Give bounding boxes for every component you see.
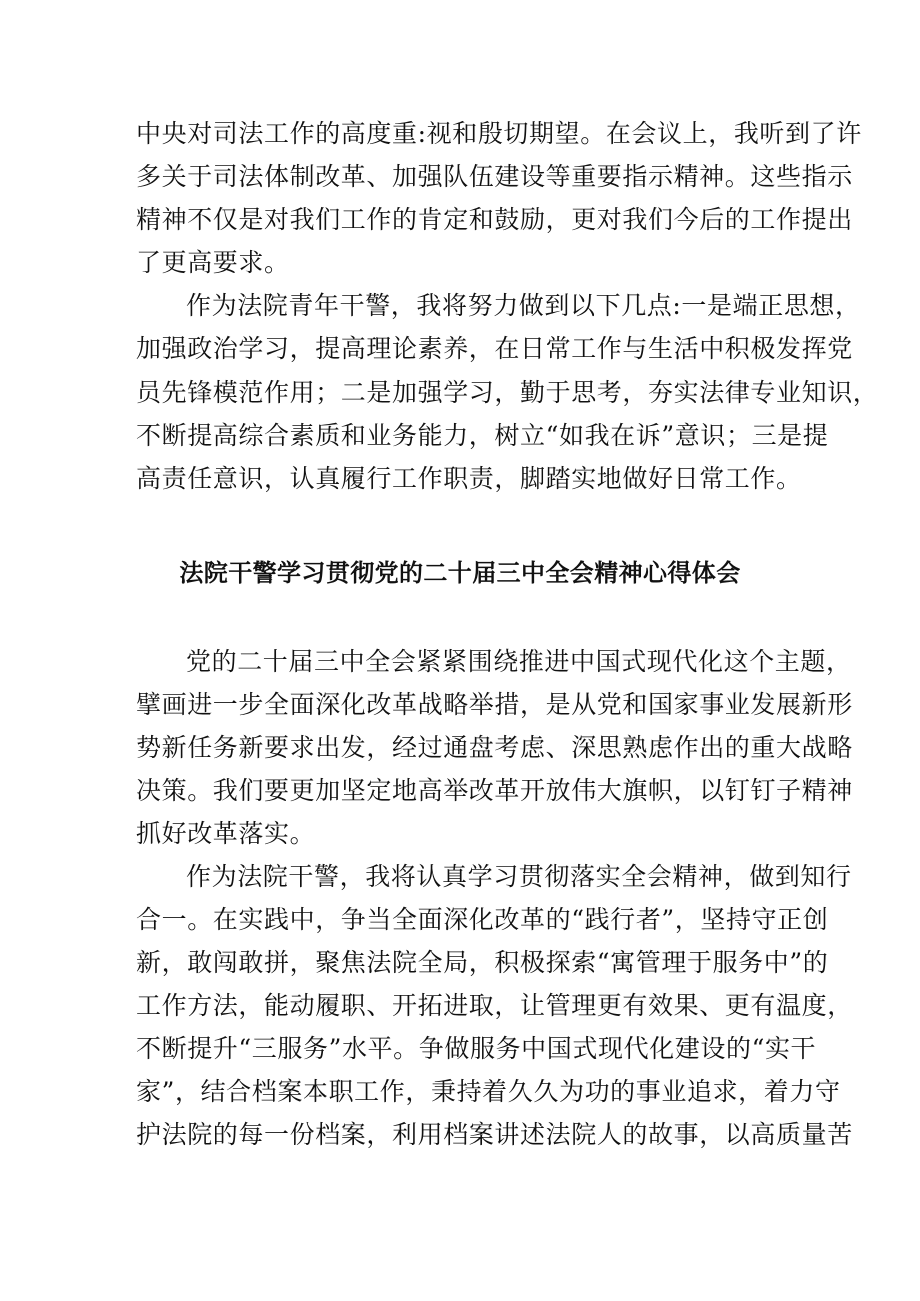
- paragraph-3-line-5: 抓好改革落实。: [136, 819, 316, 848]
- paragraph-4-line-1: 作为法院干警，我将认真学习贯彻落实全会精神，做到知行: [186, 862, 852, 891]
- paragraph-3-line-2: 擘画进一步全面深化改革战略举措，是从党和国家事业发展新形: [136, 690, 853, 719]
- paragraph-4-line-2: 合一。在实践中，争当全面深化改革的“践行者”，坚持守正创: [136, 905, 829, 934]
- paragraph-1-line-1: 中央对司法工作的高度重:视和殷切期望。在会议上，我听到了许: [136, 119, 862, 148]
- paragraph-2-line-2: 加强政治学习，提高理论素养，在日常工作与生活中积极发挥党: [136, 334, 853, 363]
- paragraph-3-line-1: 党的二十届三中全会紧紧围绕推进中国式现代化这个主题，: [186, 647, 852, 676]
- paragraph-1-line-2: 多关于司法体制改革、加强队伍建设等重要指示精神。这些指示: [136, 162, 853, 191]
- paragraph-1-line-3: 精神不仅是对我们工作的肯定和鼓励，更对我们今后的工作提出: [136, 205, 853, 234]
- paragraph-2-line-4: 不断提高综合素质和业务能力，树立“如我在诉”意识；三是提: [136, 421, 829, 450]
- paragraph-3-line-3: 势新任务新要求出发，经过通盘考虑、深思熟虑作出的重大战略: [136, 733, 853, 762]
- paragraph-2-line-1: 作为法院青年干警，我将努力做到以下几点:一是端正思想，: [186, 291, 861, 320]
- paragraph-2-line-3: 员先锋模范作用；二是加强学习，勤于思考，夯实法律专业知识，: [136, 378, 879, 407]
- paragraph-4-line-6: 家”，结合档案本职工作，秉持着久久为功的事业追求，着力守: [136, 1077, 841, 1106]
- section-heading: 法院干警学习贯彻党的二十届三中全会精神心得体会: [179, 559, 741, 587]
- paragraph-4-line-5: 不断提升“三服务”水平。争做服务中国式现代化建设的“实干: [136, 1034, 817, 1063]
- paragraph-4-line-3: 新，敢闯敢拼，聚焦法院全局，积极探索“寓管理于服务中”的: [136, 948, 829, 977]
- paragraph-4-line-7: 护法院的每一份档案，利用档案讲述法院人的故事，以高质量苦: [136, 1120, 853, 1149]
- paragraph-2-line-5: 高责任意识，认真履行工作职责，脚踏实地做好日常工作。: [136, 464, 802, 493]
- paragraph-4-line-4: 工作方法，能动履职、开拓进取，让管理更有效果、更有温度，: [136, 991, 853, 1020]
- paragraph-3-line-4: 决策。我们要更加坚定地高举改革开放伟大旗帜，以钉钉子精神: [136, 776, 853, 805]
- paragraph-1-line-4: 了更高要求。: [136, 248, 290, 277]
